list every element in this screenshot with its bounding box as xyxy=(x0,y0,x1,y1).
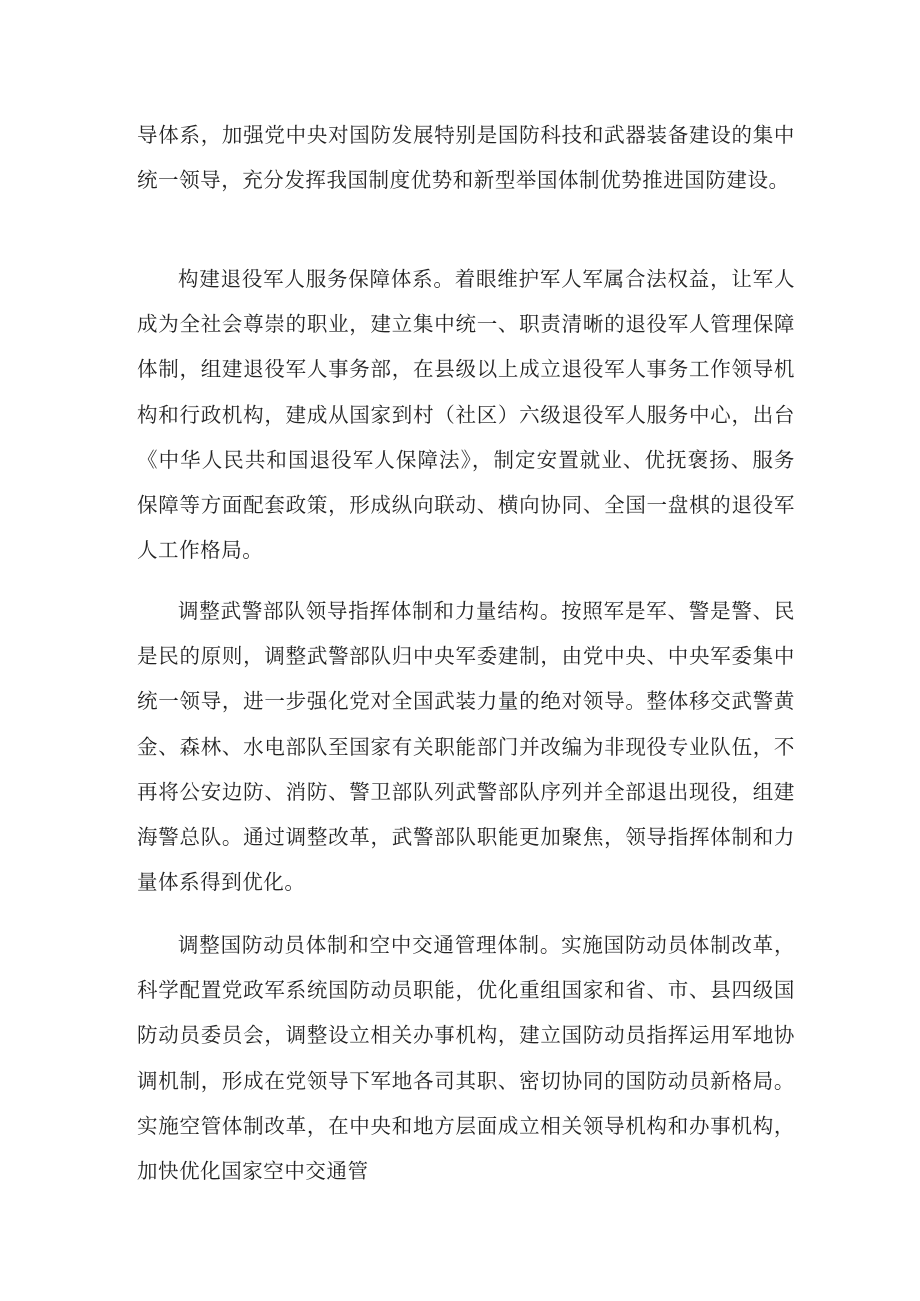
paragraph-continuation: 导体系，加强党中央对国防发展特别是国防科技和武器装备建设的集中统一领导，充分发挥我国制度优势和新型举国体制优势推进国防建设。 xyxy=(137,123,795,193)
paragraph-armed-police-reform: 调整武警部队领导指挥体制和力量结构。按照军是军、警是警、民是民的原则，调整武警部队归中央军委建制，由党中央、中央军委集中统一领导，进一步强化党对全国武装力量的绝对领导。整体移交武警黄金、森林、水电部队至国家有关职能部门并改编为非现役专业队伍，不再将公安边防、消防、警卫部队列武警部队序列并全部退出现役，组建海警总队。通过调整改革，武警部队职能更加聚焦，领导指挥体制和力量体系得到优化。 xyxy=(137,599,795,895)
paragraph-veterans-service: 构建退役军人服务保障体系。着眼维护军人军属合法权益，让军人成为全社会尊崇的职业，建立集中统一、职责清晰的退役军人管理保障体制，组建退役军人事务部，在县级以上成立退役军人事务工作领导机构和行政机构，建成从国家到村（社区）六级退役军人服务中心，出台《中华人民共和国退役军人保障法》，制定安置就业、优抚褒扬、服务保障等方面配套政策，形成纵向联动、横向协同、全国一盘棋的退役军人工作格局。 xyxy=(137,267,795,563)
paragraph-defense-mobilization: 调整国防动员体制和空中交通管理体制。实施国防动员体制改革，科学配置党政军系统国防动员职能，优化重组国家和省、市、县四级国防动员委员会，调整设立相关办事机构，建立国防动员指挥运用军地协调机制，形成在党领导下军地各司其职、密切协同的国防动员新格局。实施空管体制改革，在中央和地方层面成立相关领导机构和办事机构，加快优化国家空中交通管 xyxy=(137,933,795,1184)
